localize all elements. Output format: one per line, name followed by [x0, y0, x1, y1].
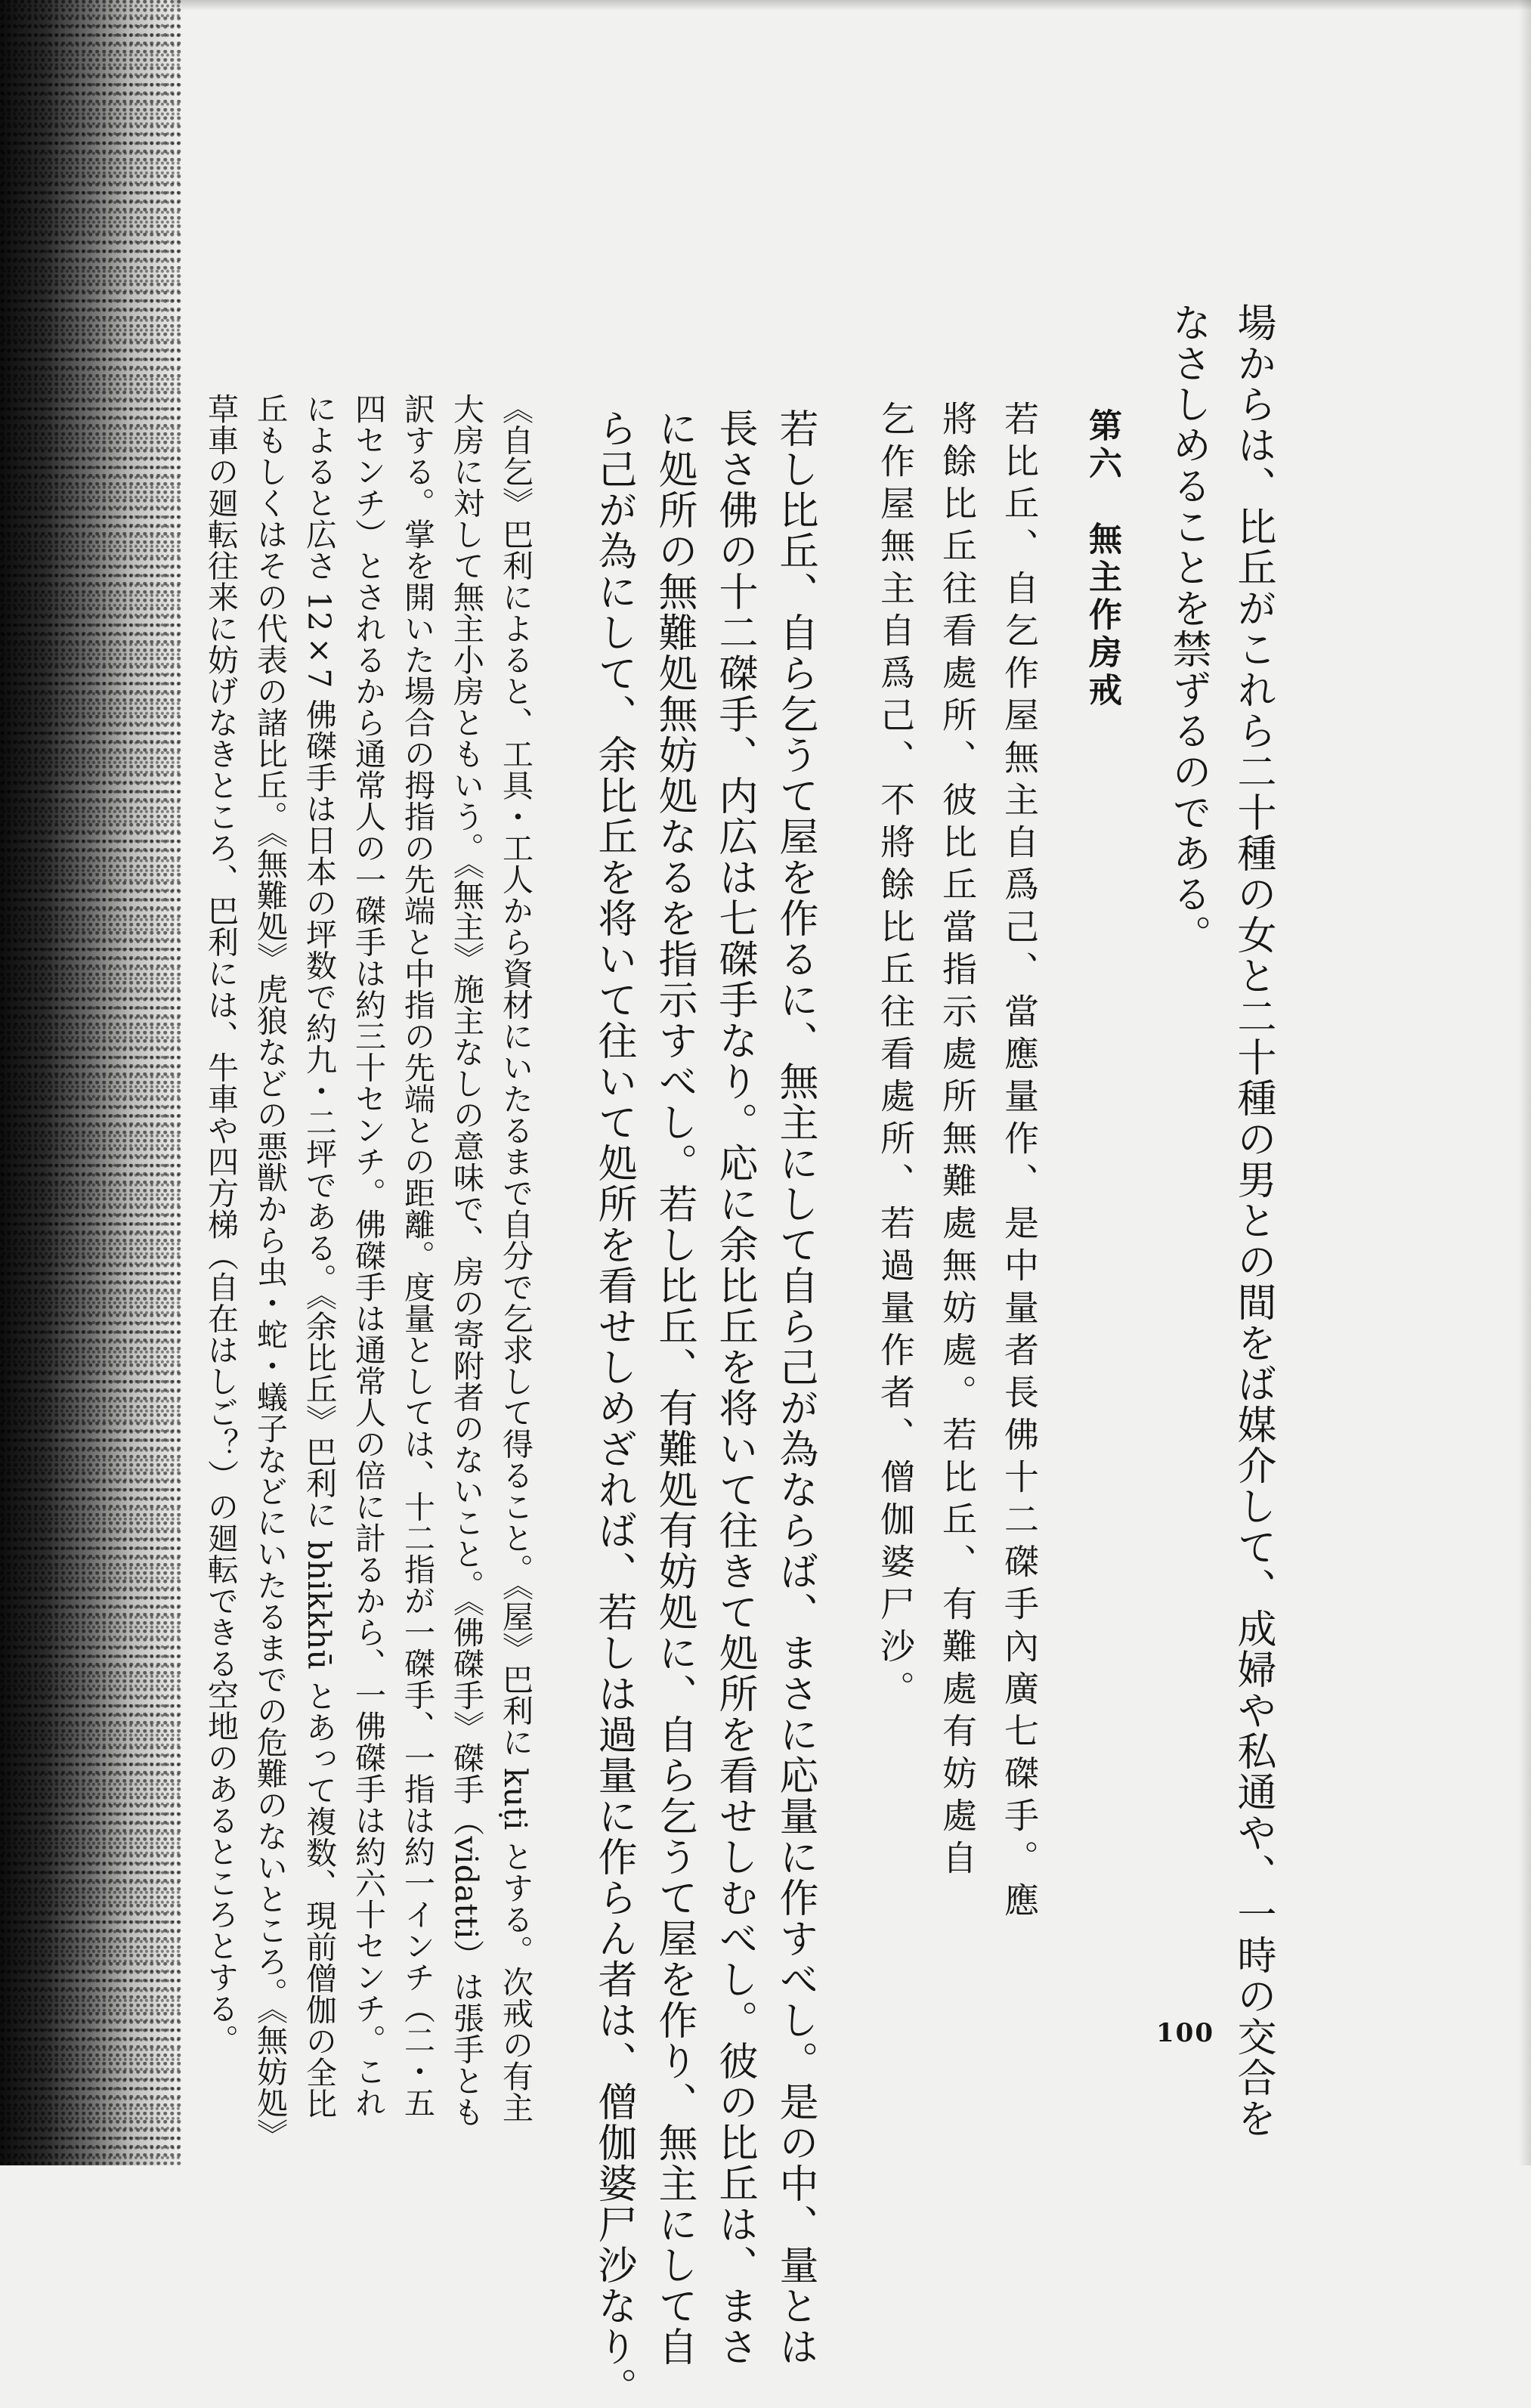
- note-line-7: 草車の廻転往来に妨げなきところ、巴利には、牛車や四方梯（自在はしご？）の廻転できる空地のあるところとする。: [203, 393, 239, 2056]
- kanbun-line-3: 乞作屋無主自爲己、不將餘比丘往看處所、若過量作者、僧伽婆尸沙。: [875, 401, 916, 1713]
- note-line-4: 四センチ）とされるから通常人の一磔手は約三十センチ。佛磔手は通常人の倍に計るから、一佛磔手は約六十センチ。これ: [350, 393, 386, 2119]
- translation-line-1: 若し比丘、自ら乞うて屋を作るに、無主にして自ら己が為ならば、まさに応量に作すべし。是の中、量とは: [772, 408, 818, 2367]
- translation-line-4: ら己が為にして、余比丘を将いて往いて処所を看せしめざれば、若しは過量に作らん者は、僧伽婆尸沙なり。: [591, 408, 636, 2408]
- page-edge-top: [174, 0, 1531, 11]
- note-line-2: 大房に対して無主小房ともいう。《無主》施主なしの意味で、房の寄附者のないこと。《佛磔手》磔手（vidatti）は張手とも: [448, 393, 484, 2128]
- note-line-5: によると広さ 12×7 佛磔手は日本の坪数で約九・二坪である。《余比丘》巴利に bhikkhū とあって複数、現前僧伽の全比: [301, 393, 337, 2120]
- note-line-6: 丘もしくはその代表の諸比丘。《無難処》虎狼などの悪獣から虫・蛇・蟻子などにいたるまでの危難のないところ。《無妨処》: [252, 393, 288, 2150]
- body-line-1: 場からは、比丘がこれら二十種の女と二十種の男との間をば媒介して、成婦や私通や、一時の交合を: [1230, 302, 1276, 2139]
- scan-gutter-shadow: [0, 0, 181, 2165]
- page-number: 100: [1156, 2018, 1214, 2048]
- kanbun-line-1: 若比丘、自乞作屋無主自爲己、當應量作、是中量者長佛十二磔手內廣七磔手。應: [999, 401, 1040, 1924]
- translation-line-3: に処所の無難処無妨処なるを指示すべし。若し比丘、有難処有妨処に、自ら乞うて屋を作り、無主にして自: [651, 408, 697, 2367]
- note-line-1: 《自乞》巴利によると、工具・工人から資材にいたるまで自分で乞求して得ること。《屋》巴利に kuṭi とする。次戒の有主: [497, 393, 534, 2123]
- note-line-3: 訳する。掌を開いた場合の拇指の先端と中指の先端との距離。度量としては、十二指が一磔手、一指は約一インチ（二・五: [399, 393, 435, 2119]
- translation-line-2: 長さ佛の十二磔手、内広は七磔手なり。応に余比丘を将いて往きて処所を看せしむべし。彼の比丘は、まさ: [712, 408, 757, 2367]
- kanbun-line-2: 將餘比丘往看處所、彼比丘當指示處所無難處無妨處。若比丘、有難處有妨處自: [937, 401, 978, 1882]
- section-heading: 第六 無主作房戒: [1083, 408, 1121, 710]
- body-line-2: なさしめることを禁ずるのである。: [1165, 302, 1211, 955]
- page-edge-right: [1519, 0, 1531, 2165]
